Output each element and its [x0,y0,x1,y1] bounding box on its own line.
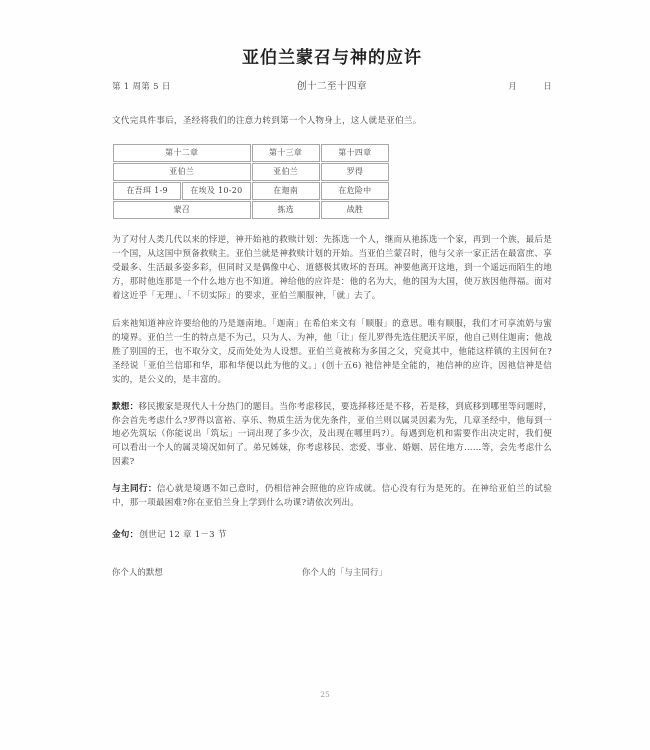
prompt-personal-meditation: 你个人的默想 [112,567,163,578]
table-row [113,163,389,181]
page-content [112,0,552,578]
table-row [113,144,389,162]
memory-verse-reference: 创世记 12 章 1－3 节 [139,530,227,541]
day-label: 日 [543,82,552,93]
table-cell-chapter12: 第十二章 [113,144,251,162]
table-cell-place-ur: 在吾珥 1-9 [113,182,181,200]
table-cell-person-abram-13: 亚伯兰 [252,163,320,181]
body-paragraph-2: 后来祂知道神应许要给他的乃是迦南地。「迦南」在希伯来文有「顺服」的意思。唯有顺服，我们才可享流奶与蜜的境界。亚伯兰一生的特点是不为己，只为人、为神，他「让」侄儿罗得先选住肥沃平原，他自己则住迦南；他战胜了别国的王，也不取分文，反而处处为人设想。亚伯兰竟被称为多国之父，究竟其中，他能这样镇的主因何在?圣经说「亚伯兰信耶和华，耶和华便以此为他的义。」(创十五6) 祂信神是全能的，祂信神的应许，因祂信神是信实的，是公义的，是丰富的。 [112,319,552,385]
prompt-personal-walk: 你个人的「与主同行」 [302,567,387,578]
table-cell-place-danger: 在危险中 [321,182,389,200]
table-cell-chapter13: 第十三章 [252,144,320,162]
scripture-range-label: 创十二至十四章 [296,81,367,93]
table-cell-theme-choosing: 拣选 [252,201,320,219]
table-cell-person-abram-12: 亚伯兰 [113,163,251,181]
walk-with-lord-text: 信心就是境遇不如己意时，仍相信神会照他的应许成就。信心没有行为是死的。在神给亚伯兰的试验中，那一项最困难?你在亚伯兰身上学到什么功课?请依次列出。 [112,484,552,509]
memory-verse [112,528,552,540]
meditation-heading: 默想： [112,401,139,412]
reflection-prompts [112,566,552,578]
chapter-table [112,143,390,220]
meditation-section [112,401,552,471]
meditation-text: 移民搬家是现代人十分热门的题目。当你考虑移民，要选择移还是不移，若是移，到底移到哪里等问题时，你会首先考虑什么?罗得以富裕、享乐、物质生活为优先条件，亚伯兰则以属灵因素为先，几章圣经中，他每到一地必先筑坛（你能说出「筑坛」一词出现了多少次，及出现在哪里吗?）。每遇到危机和需要作出决定时，我们便可以看出一个人的属灵境况如何了。弟兄姊妹，你考虑移民、恋爱、事业、婚姻、居住地方……等，会先考虑什么因素? [112,401,552,468]
body-paragraph-1: 为了对付人类几代以来的悖逆，神开始祂的救赎计划：先拣选一个人，继而从祂拣选一个家，再到一个族，最后是一个国，从这国中预备救赎主。亚伯兰就是神救赎计划的开始。当亚伯兰蒙召时，他与父亲一家正活在最富庶、享受最多、生活最多姿多彩，但同时又是偶像中心、道德极其败坏的吾珥。神要他离开这地，到一个遥远而陌生的地方，那时他连那是一个什么地方也不知道。神给他的应许是：他的名为大，他的国为大国，使万族因他得福。面对着这近乎「无理」、「不切实际」的要求，亚伯兰顺服神，「就」去了。 [112,235,552,302]
header-meta-row [112,78,552,92]
table-row [113,201,389,219]
week-day-label: 第 1 周第 5 日 [112,82,171,93]
table-cell-place-canaan: 在迦南 [252,182,320,200]
page-number: 25 [320,690,330,699]
table-cell-place-egypt: 在埃及 10-20 [182,182,250,200]
table-row [113,182,389,200]
chapter-chart [112,143,390,220]
table-cell-chapter14: 第十四章 [321,144,389,162]
walk-with-lord-heading: 与主同行： [112,484,157,495]
table-cell-theme-calling: 蒙召 [113,201,251,219]
table-cell-person-lot: 罗得 [321,163,389,181]
intro-paragraph: 文代完具件事后，圣经将我们的注意力转到第一个人物身上，这人就是亚伯兰。 [112,116,422,127]
page-title: 亚伯兰蒙召与神的应许 [242,48,422,68]
table-cell-theme-victory: 战胜 [321,201,389,219]
memory-verse-heading: 金句： [112,530,139,541]
walk-with-lord-section [112,483,552,511]
date-blanks [432,80,552,92]
month-label: 月 [508,82,518,93]
